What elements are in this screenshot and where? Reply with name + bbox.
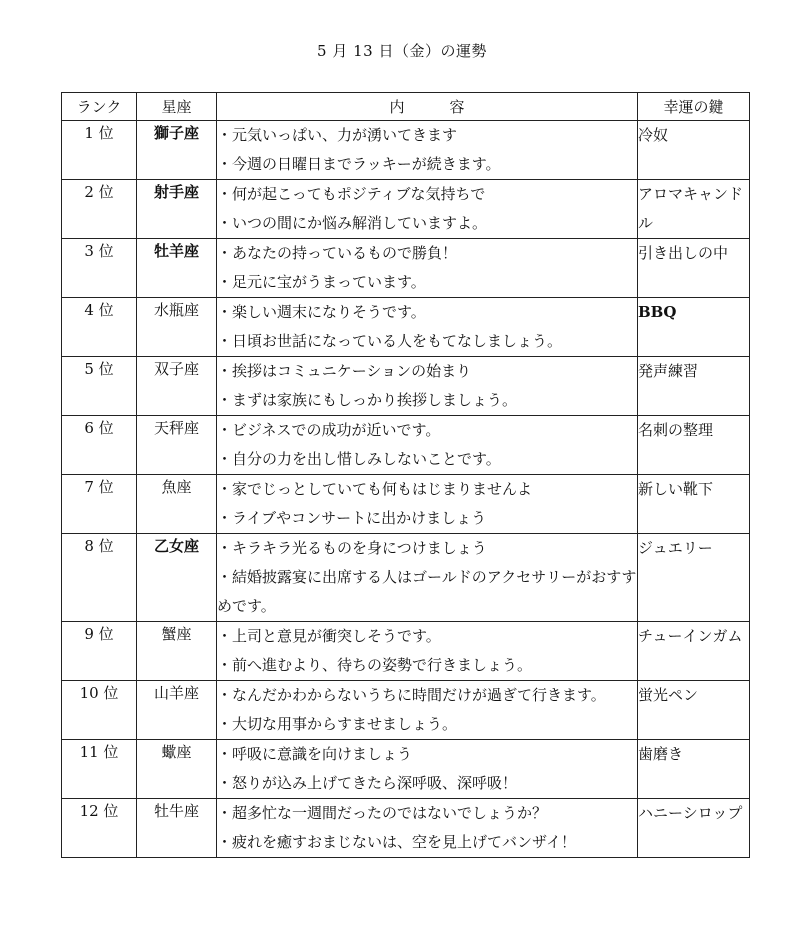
rank-cell: 5 位 bbox=[62, 357, 137, 416]
table-row bbox=[62, 357, 750, 416]
rank-cell: 3 位 bbox=[62, 239, 137, 298]
fortune-content-cell bbox=[217, 740, 638, 799]
table-header-row bbox=[62, 93, 750, 121]
fortune-line: ・楽しい週末になりそうです。 bbox=[217, 303, 426, 321]
fortune-content-cell bbox=[217, 799, 638, 858]
zodiac-sign-cell: 獅子座 bbox=[137, 121, 217, 180]
table-row bbox=[62, 475, 750, 534]
fortune-line: ・足元に宝がうまっています。 bbox=[217, 273, 426, 291]
fortune-content-cell bbox=[217, 475, 638, 534]
header-sign: 星座 bbox=[137, 93, 217, 121]
table-row bbox=[62, 534, 750, 622]
zodiac-sign-cell: 蠍座 bbox=[137, 740, 217, 799]
zodiac-sign-cell: 射手座 bbox=[137, 180, 217, 239]
lucky-key-cell: 蛍光ペン bbox=[638, 681, 750, 740]
fortune-line: ・キラキラ光るものを身につけましょう bbox=[217, 539, 487, 557]
fortune-line: ・ビジネスでの成功が近いです。 bbox=[217, 421, 441, 439]
fortune-content-cell bbox=[217, 416, 638, 475]
lucky-key-cell: 冷奴 bbox=[638, 121, 750, 180]
rank-cell: 7 位 bbox=[62, 475, 137, 534]
zodiac-sign-cell: 魚座 bbox=[137, 475, 217, 534]
fortune-line: ・前へ進むより、待ちの姿勢で行きましょう。 bbox=[217, 656, 533, 674]
fortune-line: ・上司と意見が衝突しそうです。 bbox=[217, 627, 441, 645]
fortune-line: ・家でじっとしていても何もはじまりませんよ bbox=[217, 480, 533, 498]
fortune-line: ・疲れを癒すおまじないは、空を見上げてバンザイ！ bbox=[217, 833, 576, 851]
header-content: 内 容 bbox=[217, 93, 638, 121]
fortune-content-cell bbox=[217, 622, 638, 681]
header-lucky-key: 幸運の鍵 bbox=[638, 93, 750, 121]
lucky-key-cell: 歯磨き bbox=[638, 740, 750, 799]
fortune-content-cell bbox=[217, 180, 638, 239]
zodiac-sign-cell: 山羊座 bbox=[137, 681, 217, 740]
zodiac-sign-cell: 乙女座 bbox=[137, 534, 217, 622]
zodiac-sign-cell: 双子座 bbox=[137, 357, 217, 416]
fortune-line: ・まずは家族にもしっかり挨拶しましょう。 bbox=[217, 391, 518, 409]
fortune-line: ・超多忙な一週間だったのではないでしょうか？ bbox=[217, 804, 548, 822]
fortune-line: ・挨拶はコミュニケーションの始まり bbox=[217, 362, 472, 380]
lucky-key-cell: ハニーシロップ bbox=[638, 799, 750, 858]
table-row bbox=[62, 416, 750, 475]
fortune-line: ・あなたの持っているもので勝負！ bbox=[217, 244, 458, 262]
fortune-content-cell bbox=[217, 534, 638, 622]
fortune-line: ・日頃お世話になっている人をもてなしましょう。 bbox=[217, 332, 563, 350]
fortune-table bbox=[61, 92, 750, 858]
fortune-content-cell bbox=[217, 121, 638, 180]
fortune-line: ・ライブやコンサートに出かけましょう bbox=[217, 509, 487, 527]
rank-cell: 12 位 bbox=[62, 799, 137, 858]
rank-cell: 9 位 bbox=[62, 622, 137, 681]
zodiac-sign-cell: 天秤座 bbox=[137, 416, 217, 475]
zodiac-sign-cell: 牡羊座 bbox=[137, 239, 217, 298]
rank-cell: 8 位 bbox=[62, 534, 137, 622]
lucky-key-cell: チューインガム bbox=[638, 622, 750, 681]
table-row bbox=[62, 121, 750, 180]
fortune-line: ・今週の日曜日までラッキーが続きます。 bbox=[217, 155, 501, 173]
fortune-content-cell bbox=[217, 681, 638, 740]
rank-cell: 1 位 bbox=[62, 121, 137, 180]
page-title: 5 月 13 日（金）の運勢 bbox=[317, 42, 487, 60]
table-row bbox=[62, 298, 750, 357]
fortune-line: ・何が起こってもポジティブな気持ちで bbox=[217, 185, 486, 203]
table-row bbox=[62, 622, 750, 681]
rank-cell: 4 位 bbox=[62, 298, 137, 357]
lucky-key-cell: 発声練習 bbox=[638, 357, 750, 416]
lucky-key-cell: ジュエリー bbox=[638, 534, 750, 622]
fortune-line: ・呼吸に意識を向けましょう bbox=[217, 745, 413, 763]
fortune-line: ・怒りが込み上げてきたら深呼吸、深呼吸！ bbox=[217, 774, 518, 792]
table-row bbox=[62, 239, 750, 298]
fortune-content-cell bbox=[217, 298, 638, 357]
rank-cell: 10 位 bbox=[62, 681, 137, 740]
zodiac-sign-cell: 水瓶座 bbox=[137, 298, 217, 357]
zodiac-sign-cell: 蟹座 bbox=[137, 622, 217, 681]
fortune-line: ・いつの間にか悩み解消していますよ。 bbox=[217, 214, 488, 232]
fortune-line: ・結婚披露宴に出席する人はゴールドのアクセサリーがおすすめです。 bbox=[217, 568, 637, 615]
table-row bbox=[62, 180, 750, 239]
zodiac-sign-cell: 牡牛座 bbox=[137, 799, 217, 858]
table-body bbox=[62, 121, 750, 858]
lucky-key-cell: アロマキャンドル bbox=[638, 180, 750, 239]
fortune-content-cell bbox=[217, 357, 638, 416]
lucky-key-cell: 引き出しの中 bbox=[638, 239, 750, 298]
rank-cell: 2 位 bbox=[62, 180, 137, 239]
fortune-line: ・元気いっぱい、力が湧いてきます bbox=[217, 126, 458, 144]
fortune-line: ・大切な用事からすませましょう。 bbox=[217, 715, 458, 733]
fortune-content-cell bbox=[217, 239, 638, 298]
lucky-key-cell: 新しい靴下 bbox=[638, 475, 750, 534]
table-row bbox=[62, 799, 750, 858]
table-row bbox=[62, 740, 750, 799]
fortune-line: ・なんだかわからないうちに時間だけが過ぎて行きます。 bbox=[217, 686, 606, 704]
rank-cell: 6 位 bbox=[62, 416, 137, 475]
lucky-key-cell: BBQ bbox=[638, 298, 750, 357]
fortune-line: ・自分の力を出し惜しみしないことです。 bbox=[217, 450, 501, 468]
header-rank: ランク bbox=[62, 93, 137, 121]
rank-cell: 11 位 bbox=[62, 740, 137, 799]
table-row bbox=[62, 681, 750, 740]
lucky-key-cell: 名刺の整理 bbox=[638, 416, 750, 475]
